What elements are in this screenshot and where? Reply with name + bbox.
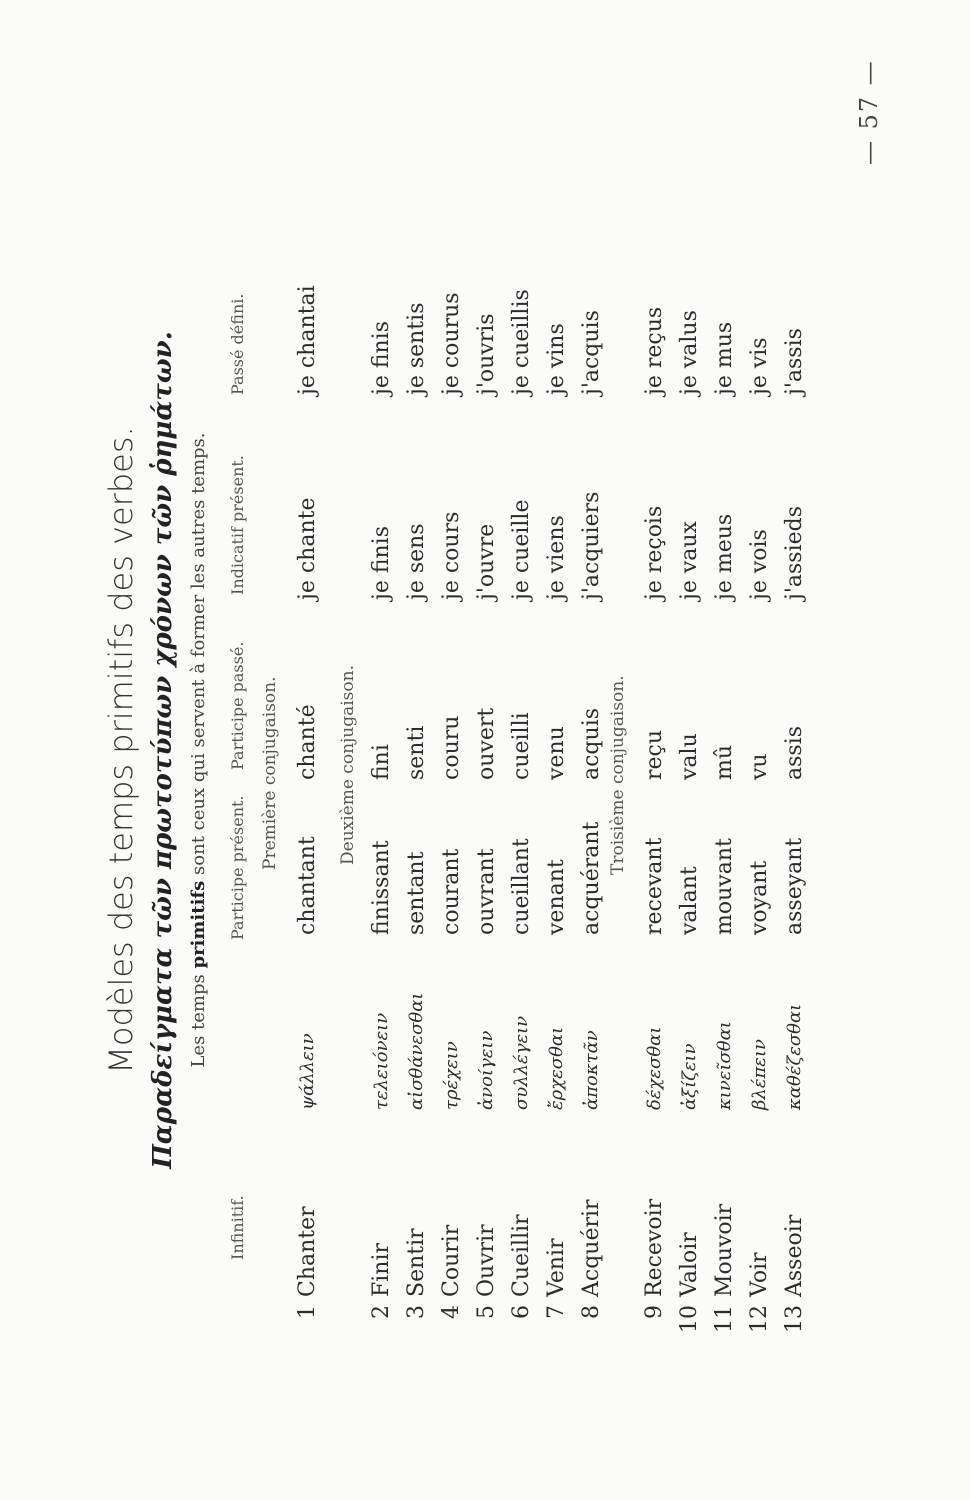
cell-grk: ἀποκτᾶν bbox=[581, 1030, 602, 1110]
cell-pp: venant bbox=[544, 859, 569, 935]
table-row bbox=[474, 0, 514, 1500]
conjugation-heading-second: Deuxième conjugaison. bbox=[338, 665, 358, 865]
cell-num: 13 bbox=[782, 1305, 807, 1333]
cell-ip: je vois bbox=[747, 529, 772, 600]
cell-pp: mouvant bbox=[712, 838, 737, 935]
cell-inf: Asseoir bbox=[782, 1214, 807, 1297]
cell-grk: ψάλλειν bbox=[297, 1033, 318, 1110]
cell-pps: assis bbox=[782, 725, 807, 780]
cell-inf: Voir bbox=[747, 1252, 772, 1297]
cell-pp: courant bbox=[439, 848, 464, 935]
subtitle-prefix: Les temps bbox=[188, 974, 209, 1068]
table-row bbox=[712, 0, 752, 1500]
cell-grk: δέχεσθαι bbox=[644, 1026, 665, 1110]
subtitle bbox=[188, 0, 209, 1500]
table-row bbox=[677, 0, 717, 1500]
cell-grk: τελειόνειν bbox=[371, 1012, 392, 1110]
cell-ip: je chante bbox=[295, 497, 320, 600]
cell-num: 6 bbox=[509, 1305, 534, 1319]
cell-grk: ἀνοίγειν bbox=[476, 1030, 497, 1110]
cell-ip: je reçois bbox=[642, 505, 667, 600]
table-row bbox=[579, 0, 619, 1500]
cell-pd: je chantai bbox=[295, 285, 320, 395]
cell-pp: acquérant bbox=[579, 821, 604, 935]
column-header-participe-passe: Participe passé. bbox=[228, 641, 247, 770]
subtitle-suffix: sont ceux qui servent à former les autres temps. bbox=[188, 432, 209, 875]
cell-grk: ἔρχεσθαι bbox=[546, 1026, 567, 1110]
cell-num: 10 bbox=[677, 1305, 702, 1333]
cell-grk: βλέπειν bbox=[749, 1039, 770, 1110]
cell-num: 3 bbox=[404, 1305, 429, 1319]
cell-pd: je vis bbox=[747, 337, 772, 395]
cell-inf: Mouvoir bbox=[712, 1203, 737, 1297]
cell-pps: mû bbox=[712, 744, 737, 780]
cell-pps: venu bbox=[544, 726, 569, 780]
cell-inf: Sentir bbox=[404, 1228, 429, 1297]
cell-ip: j'ouvre bbox=[474, 523, 499, 600]
cell-pp: voyant bbox=[747, 860, 772, 935]
cell-ip: je vaux bbox=[677, 521, 702, 600]
cell-pd: je mus bbox=[712, 321, 737, 395]
cell-grk: τρέχειν bbox=[441, 1041, 462, 1110]
cell-pd: je reçus bbox=[642, 306, 667, 395]
cell-inf: Courir bbox=[439, 1224, 464, 1297]
cell-pp: ouvrant bbox=[474, 848, 499, 935]
cell-inf: Finir bbox=[369, 1242, 394, 1297]
table-row bbox=[509, 0, 549, 1500]
column-header-passe-defini: Passé défini. bbox=[228, 293, 247, 395]
cell-num: 9 bbox=[642, 1305, 667, 1319]
cell-inf: Venir bbox=[544, 1238, 569, 1297]
cell-pps: senti bbox=[404, 725, 429, 780]
cell-ip: je viens bbox=[544, 515, 569, 600]
cell-num: 12 bbox=[747, 1305, 772, 1333]
greek-title: Παραδείγματα τῶν πρωτοτύπων χρόνων τῶν ῥημάτων. bbox=[148, 331, 178, 1169]
cell-grk: αἰσθάνεσθαι bbox=[406, 992, 427, 1110]
cell-pps: acquis bbox=[579, 707, 604, 780]
cell-pp: chantant bbox=[295, 836, 320, 935]
subtitle-bold: primitifs bbox=[188, 880, 209, 969]
cell-pd: j'acquis bbox=[579, 310, 604, 395]
cell-pps: fini bbox=[369, 744, 394, 780]
page-title: Modèles des temps primitifs des verbes. bbox=[102, 426, 140, 1074]
cell-pps: cueilli bbox=[509, 712, 534, 780]
cell-inf: Acquérir bbox=[579, 1199, 604, 1297]
cell-ip: j'acquiers bbox=[579, 491, 604, 600]
table-row bbox=[782, 0, 822, 1500]
cell-inf: Ouvrir bbox=[474, 1224, 499, 1297]
cell-num: 7 bbox=[544, 1305, 569, 1319]
cell-grk: ἀξίζειν bbox=[679, 1043, 700, 1110]
cell-pd: je finis bbox=[369, 320, 394, 395]
cell-ip: je cueille bbox=[509, 499, 534, 600]
cell-inf: Chanter bbox=[295, 1206, 320, 1297]
page-number: — 57 — bbox=[855, 59, 883, 165]
cell-pps: couru bbox=[439, 715, 464, 780]
cell-pps: chanté bbox=[295, 704, 320, 780]
cell-pp: asseyant bbox=[782, 837, 807, 935]
cell-num: 4 bbox=[439, 1305, 464, 1319]
cell-num: 5 bbox=[474, 1305, 499, 1319]
cell-num: 11 bbox=[712, 1305, 737, 1333]
cell-pps: ouvert bbox=[474, 707, 499, 780]
column-header-participe-present: Participe présent. bbox=[228, 795, 247, 940]
conjugation-heading-third: Troisième conjugaison. bbox=[608, 675, 628, 875]
conjugation-heading-first: Première conjugaison. bbox=[260, 676, 280, 870]
table-row bbox=[439, 0, 479, 1500]
table-row bbox=[747, 0, 787, 1500]
cell-pp: recevant bbox=[642, 837, 667, 935]
cell-ip: je cours bbox=[439, 511, 464, 600]
cell-pd: je cueillis bbox=[509, 289, 534, 395]
cell-ip: je meus bbox=[712, 513, 737, 600]
cell-grk: συλλέγειν bbox=[511, 1015, 532, 1110]
cell-inf: Valoir bbox=[677, 1232, 702, 1297]
cell-num: 8 bbox=[579, 1305, 604, 1319]
table-row bbox=[544, 0, 584, 1500]
cell-grk: κινεῖσθαι bbox=[714, 1021, 735, 1110]
cell-pd: je vins bbox=[544, 323, 569, 395]
cell-pp: finissant bbox=[369, 840, 394, 935]
table-row bbox=[369, 0, 409, 1500]
cell-pps: vu bbox=[747, 753, 772, 780]
cell-pp: valant bbox=[677, 866, 702, 935]
cell-ip: j'assieds bbox=[782, 506, 807, 600]
cell-pp: sentant bbox=[404, 851, 429, 935]
cell-inf: Cueillir bbox=[509, 1214, 534, 1297]
table-row bbox=[404, 0, 444, 1500]
cell-ip: je finis bbox=[369, 525, 394, 600]
cell-num: 2 bbox=[369, 1305, 394, 1319]
table-row bbox=[642, 0, 682, 1500]
column-header-indicatif-present: Indicatif présent. bbox=[228, 455, 247, 595]
cell-pd: j'assis bbox=[782, 328, 807, 395]
cell-pd: j'ouvris bbox=[474, 313, 499, 395]
table-row bbox=[295, 0, 335, 1500]
cell-inf: Recevoir bbox=[642, 1198, 667, 1297]
cell-grk: καθέζεσθαι bbox=[784, 1003, 805, 1110]
cell-ip: je sens bbox=[404, 523, 429, 600]
cell-num: 1 bbox=[295, 1305, 320, 1319]
column-header-infinitif: Infinitif. bbox=[228, 1195, 247, 1260]
cell-pd: je valus bbox=[677, 310, 702, 395]
cell-pp: cueillant bbox=[509, 838, 534, 935]
cell-pps: reçu bbox=[642, 729, 667, 780]
cell-pps: valu bbox=[677, 733, 702, 780]
cell-pd: je courus bbox=[439, 292, 464, 395]
cell-pd: je sentis bbox=[404, 302, 429, 395]
